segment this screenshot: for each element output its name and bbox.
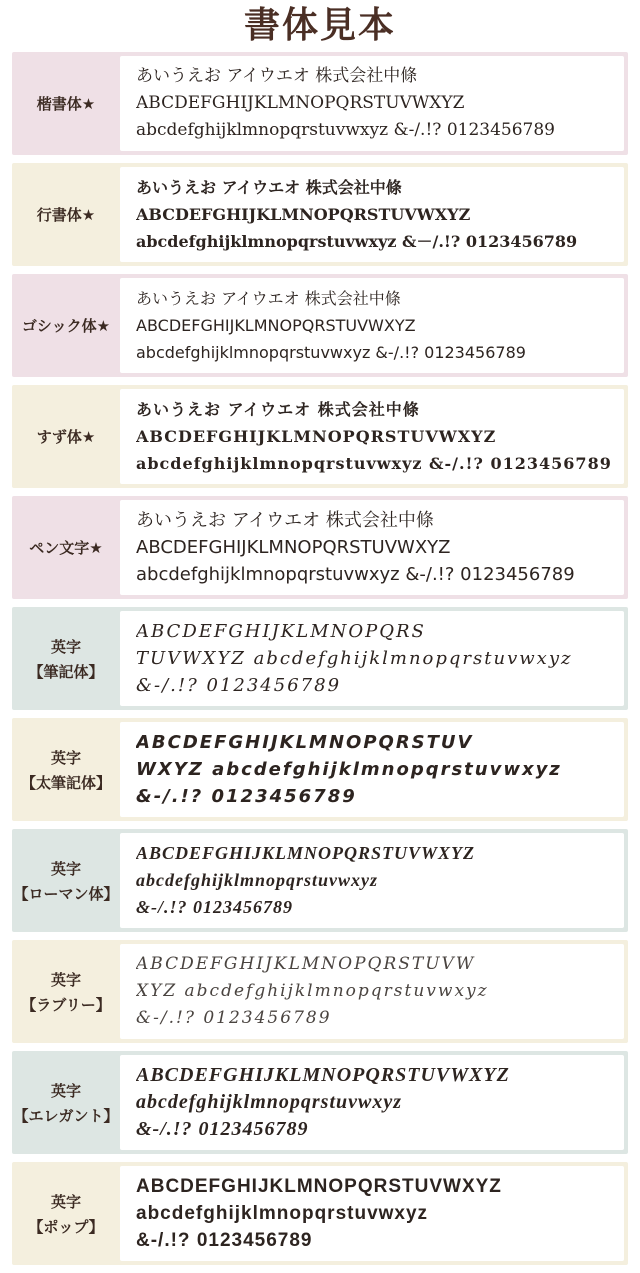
font-label [12, 940, 120, 1043]
font-label [12, 1162, 120, 1265]
sample-line-2: WXYZ abcdefghijklmnopqrstuvwxyz [136, 759, 562, 780]
sample-line-1: ABCDEFGHIJKLMNOPQRS [136, 621, 426, 642]
sample-uppercase: ABCDEFGHIJKLMNOPQRSTUVWXYZ [136, 316, 416, 335]
sample-line-1: ABCDEFGHIJKLMNOPQRSTUV [136, 732, 474, 753]
sample-kana: あいうえお アイウエオ 株式会社中條 [136, 178, 402, 197]
sample-uppercase: ABCDEFGHIJKLMNOPQRSTUVWXYZ [136, 427, 497, 446]
font-label-text: すず体★ [36, 428, 96, 446]
font-sample-card [120, 1166, 624, 1261]
font-sample-card [120, 944, 624, 1039]
font-label-text: 英字 [50, 637, 81, 656]
page-title: 書体見本 [243, 4, 396, 46]
font-sample-card [120, 611, 624, 706]
sample-line-3: &-/.!? 0123456789 [136, 1230, 313, 1251]
sample-line-2: XYZ abcdefghijklmnopqrstuvwxyz [136, 981, 489, 1001]
sample-lowercase: abcdefghijklmnopqrstuvwxyz &－/.!? 0123456789 [136, 232, 578, 251]
font-row-gothic[interactable] [12, 274, 628, 377]
sample-line-2: abcdefghijklmnopqrstuvwxyz [136, 870, 379, 890]
font-label-subtext: 【エレガント】 [13, 1106, 119, 1125]
font-row-suzu[interactable] [12, 385, 628, 488]
font-label [12, 718, 120, 821]
font-label-text: 英字 [50, 748, 81, 767]
font-label-text: 楷書体★ [36, 95, 96, 113]
font-row-elegant[interactable] [12, 1051, 628, 1154]
font-sample-card [120, 56, 624, 151]
font-label [12, 829, 120, 932]
font-sample-list [12, 52, 628, 1273]
font-label-text: 英字 [50, 1192, 81, 1211]
sample-line-1: ABCDEFGHIJKLMNOPQRSTUVWXYZ [136, 1064, 510, 1086]
font-sample-card [120, 833, 624, 928]
font-label-subtext: 【ポップ】 [28, 1217, 104, 1236]
sample-line-3: &-/.!? 0123456789 [136, 1118, 309, 1140]
sample-kana: あいうえお アイウエオ 株式会社中條 [136, 289, 401, 308]
sample-line-1: ABCDEFGHIJKLMNOPQRSTUVWXYZ [136, 843, 476, 863]
sample-lowercase: abcdefghijklmnopqrstuvwxyz &-/.!? 0123456789 [136, 564, 575, 585]
font-label-text: ゴシック体★ [21, 317, 111, 335]
font-label-subtext: 【ラブリー】 [21, 995, 111, 1014]
sample-line-2: abcdefghijklmnopqrstuvwxyz [136, 1091, 403, 1113]
font-row-roman[interactable] [12, 829, 628, 932]
sample-line-3: &-/.!? 0123456789 [136, 675, 342, 696]
font-label [12, 385, 120, 488]
font-label [12, 52, 120, 155]
sample-kana: あいうえお アイウエオ 株式会社中條 [136, 400, 420, 419]
font-label-subtext: 【太筆記体】 [20, 773, 111, 792]
font-label [12, 274, 120, 377]
font-row-bold-script[interactable] [12, 718, 628, 821]
sample-line-3: &-/.!? 0123456789 [136, 897, 294, 917]
font-row-lovely[interactable] [12, 940, 628, 1043]
sample-line-1: ABCDEFGHIJKLMNOPQRSTUVW [136, 954, 476, 974]
font-label-text: 英字 [50, 1081, 81, 1100]
sample-lowercase: abcdefghijklmnopqrstuvwxyz &-/.!? 0123456789 [136, 120, 555, 140]
font-label-subtext: 【ローマン体】 [13, 884, 119, 903]
sample-line-3: &-/.!? 0123456789 [136, 1008, 332, 1028]
sample-line-3: &-/.!? 0123456789 [136, 786, 357, 807]
font-row-gyosho[interactable] [12, 163, 628, 266]
font-label [12, 607, 120, 710]
sample-line-1: ABCDEFGHIJKLMNOPQRSTUVWXYZ [136, 1176, 502, 1197]
font-label-subtext: 【筆記体】 [28, 662, 104, 681]
font-sample-card [120, 278, 624, 373]
font-label [12, 163, 120, 266]
font-sample-card [120, 389, 624, 484]
font-sample-card [120, 167, 624, 262]
font-sample-card [120, 1055, 624, 1150]
sample-uppercase: ABCDEFGHIJKLMNOPQRSTUVWXYZ [136, 93, 465, 113]
font-label-text: 英字 [50, 970, 81, 989]
sample-lowercase: abcdefghijklmnopqrstuvwxyz &-/.!? 0123456789 [136, 454, 612, 473]
sample-kana: あいうえお アイウエオ 株式会社中條 [136, 510, 434, 531]
font-label-text: 英字 [50, 859, 81, 878]
font-label-text: 行書体★ [36, 206, 96, 224]
font-row-pen[interactable] [12, 496, 628, 599]
sample-lowercase: abcdefghijklmnopqrstuvwxyz &-/.!? 0123456789 [136, 343, 526, 362]
font-row-script[interactable] [12, 607, 628, 710]
font-label [12, 496, 120, 599]
font-row-kaisho[interactable] [12, 52, 628, 155]
font-label-text: ペン文字★ [29, 539, 103, 557]
sample-line-2: TUVWXYZ abcdefghijklmnopqrstuvwxyz [136, 648, 573, 669]
sample-kana: あいうえお アイウエオ 株式会社中條 [136, 66, 418, 86]
font-row-pop[interactable] [12, 1162, 628, 1265]
sample-uppercase: ABCDEFGHIJKLMNOPQRSTUVWXYZ [136, 537, 451, 558]
sample-line-2: abcdefghijklmnopqrstuvwxyz [136, 1203, 429, 1224]
font-label [12, 1051, 120, 1154]
sample-uppercase: ABCDEFGHIJKLMNOPQRSTUVWXYZ [136, 205, 471, 224]
font-sample-card [120, 722, 624, 817]
font-sample-card [120, 500, 624, 595]
